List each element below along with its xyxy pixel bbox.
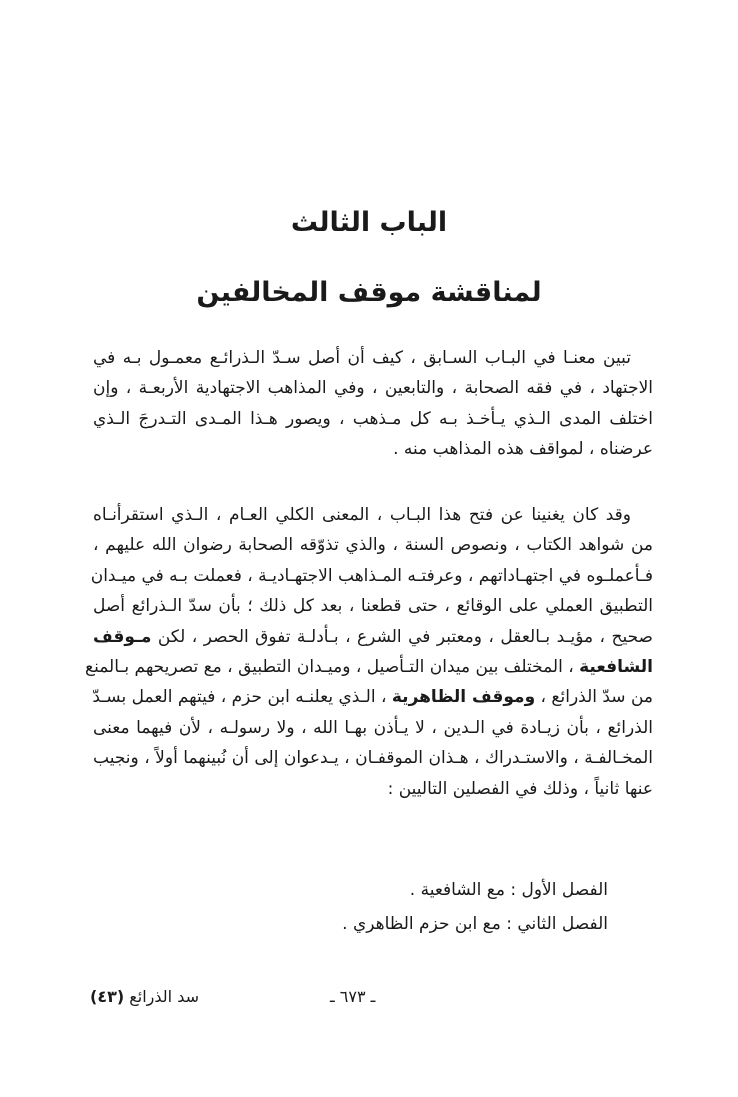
paragraph-line: التطبيق العملي على الوقائع ، حتى قطعنا ، بعد كل ذلك ؛ بأن سدّ الـذرائع أصل: [93, 596, 653, 617]
chapter-title: الباب الثالث: [290, 207, 448, 238]
page-number: ـ ٦٧٣ ـ: [330, 987, 376, 1006]
paragraph-intro: [93, 343, 653, 465]
paragraph-line: [93, 622, 653, 652]
emphasis-shafii: مـوقف: [93, 626, 152, 647]
paragraph-line: المخـالفـة ، والاستـدراك ، هـذان الموقفـان ، يـدعوان إلى أن نُبينهما أولاً ، ونجيب: [93, 748, 653, 769]
section-list: [93, 873, 653, 941]
emphasis-shafii-cont: الشافعية: [579, 657, 653, 678]
paragraph-line: اختلف المدى الـذي يـأخـذ بـه كل مـذهب ، ويصور هـذا المـدى التـدرجَ الـذي: [93, 408, 653, 429]
section-item-first: الفصل الأول : مع الشافعية .: [409, 880, 608, 900]
paragraph-line: وقد كان يغنينا عن فتح هذا البـاب ، المعنى الكلي العـام ، الـذي استقرأنـاه: [93, 505, 631, 525]
line-text: ، المختلف بين ميدان التـأصيل ، وميـدان التطبيق ، مع تصريحهم بـالمنع: [85, 657, 580, 678]
paragraph-line: عنها ثانياً ، وذلك في الفصلين التاليين :: [387, 778, 653, 799]
line-text: ، الـذي يعلنـه ابن حزم ، فيتهم العمل بسـدّ: [92, 687, 392, 708]
chapter-subtitle: لمناقشة موقف المخالفين: [196, 277, 542, 308]
page-footer: [0, 983, 738, 1015]
line-text: صحيح ، مؤيـد بـالعقل ، ومعتبر في الشرع ، بـأدلـة تفوق الحصر ، لكن: [151, 626, 653, 647]
book-title: سد الذرائع: [124, 987, 199, 1006]
paragraph-discussion: [85, 500, 653, 804]
paragraph-line: تبين معنـا في البـاب السـابق ، كيف أن أصل سـدّ الـذرائـع معمـول بـه في: [93, 348, 631, 368]
footer-book-title: [90, 987, 199, 1006]
paragraph-line: فـأعملـوه في اجتهـاداتهم ، وعرفتـه المـذاهب الاجتهـاديـة ، فعملت بـه في ميـدان: [90, 565, 653, 586]
section-item-second: الفصل الثاني : مع ابن حزم الظاهري .: [342, 914, 608, 934]
paragraph-line: عرضناه ، لمواقف هذه المذاهب منه .: [393, 439, 653, 460]
volume-number: (٤٣): [90, 987, 125, 1006]
paragraph-line: الذرائع ، بأن زيـادة في الـدين ، لا يـأذن بهـا الله ، ولا رسولـه ، لأن فيهما معنى: [93, 717, 653, 738]
emphasis-zahiri: وموقف الظاهرية: [391, 687, 536, 708]
paragraph-line: من شواهد الكتاب ، ونصوص السنة ، والذي تذوّقه الصحابة رضوان الله عليهم ،: [93, 535, 653, 556]
paragraph-line: [93, 682, 653, 712]
paragraph-line: الاجتهاد ، في فقه الصحابة ، والتابعين ، وفي المذاهب الاجتهادية الأربعـة ، وإن: [93, 378, 653, 399]
paragraph-line: [85, 652, 653, 682]
line-text: من سدّ الذرائع ،: [535, 687, 653, 708]
